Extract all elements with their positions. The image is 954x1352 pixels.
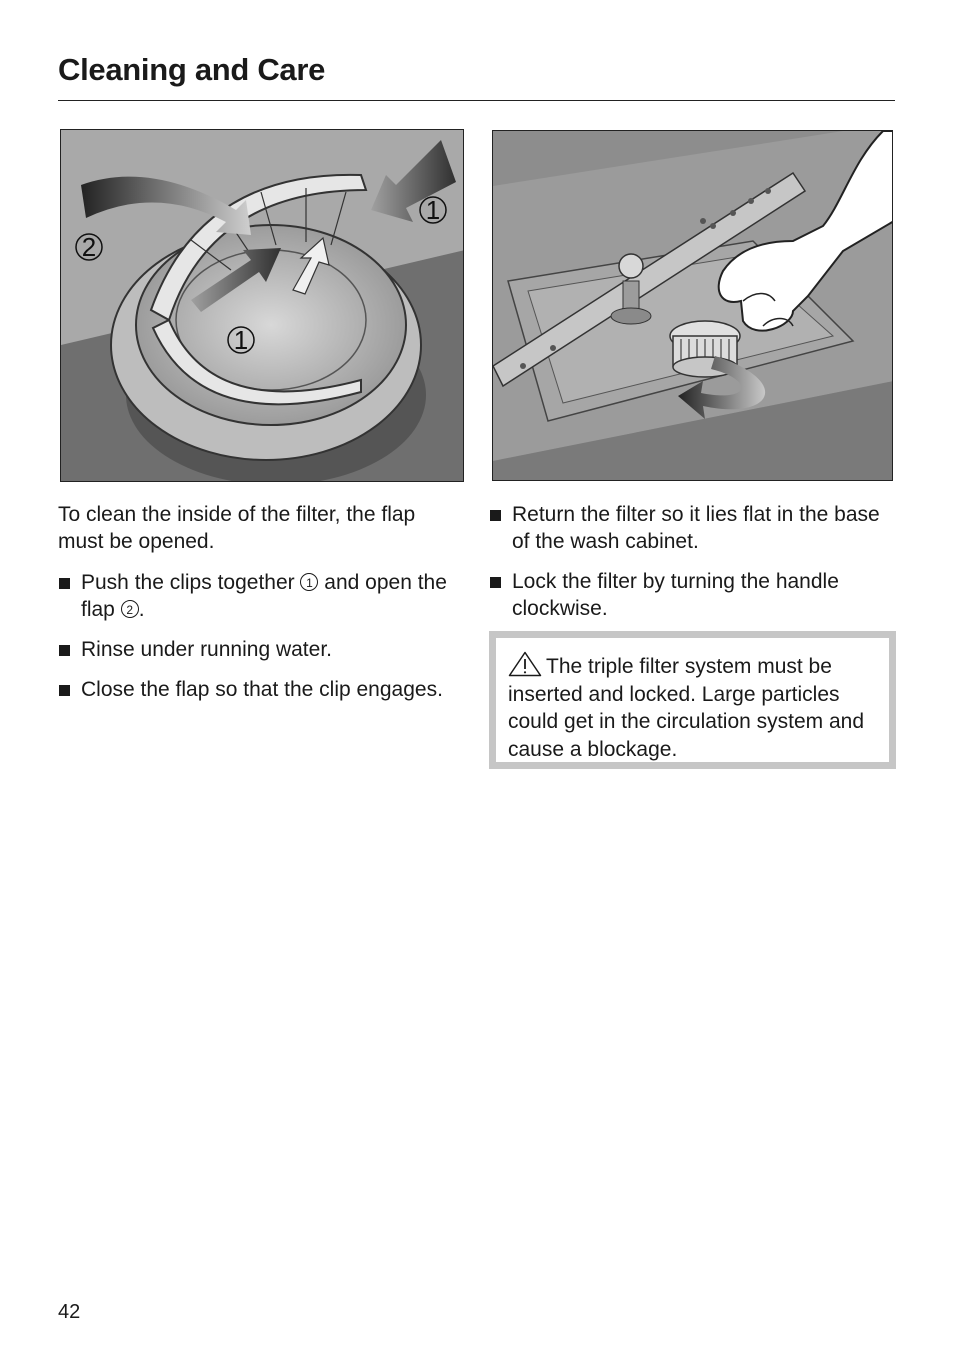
circled-number-1-icon: 1: [300, 573, 318, 591]
page-number: 42: [58, 1301, 81, 1323]
callout-2: 2: [81, 232, 97, 262]
callout-1-bottom: 1: [233, 325, 249, 355]
bullet-return-filter: [489, 501, 895, 555]
bullet-text: Rinse under running water.: [81, 638, 332, 661]
bullet-text: and open the flap: [81, 571, 447, 621]
bullet-square-icon: [59, 645, 70, 656]
bullet-lock-filter: [489, 568, 895, 622]
warning-box: [489, 631, 896, 769]
title-divider: [58, 100, 895, 101]
warning-text: The triple filter system must be inserted and locked. Large particles could get in the circulation system and cause a blockage.: [508, 655, 865, 761]
bullet-square-icon: [490, 577, 501, 588]
bullet-text: Lock the filter by turning the handle clockwise.: [512, 570, 839, 620]
page-title: Cleaning and Care: [58, 52, 326, 87]
bullet-text: .: [138, 598, 145, 621]
warning-triangle-icon: [508, 651, 542, 677]
filter-flap-illustration: [60, 129, 464, 482]
right-text-column: [489, 501, 895, 635]
bullet-text: Push the clips together: [81, 571, 301, 594]
intro-paragraph: To clean the inside of the filter, the flap must be opened.: [58, 503, 416, 553]
callout-1-top: 1: [425, 195, 441, 225]
left-text-column: [58, 501, 458, 716]
bullet-rinse: [58, 636, 458, 663]
circled-number-2-icon: 2: [121, 600, 139, 618]
bullet-close-flap: [58, 676, 458, 703]
bullet-push-clips: [58, 569, 458, 623]
bullet-square-icon: [59, 578, 70, 589]
bullet-text: Return the filter so it lies flat in the base of the wash cabinet.: [512, 503, 880, 553]
bullet-square-icon: [490, 510, 501, 521]
bullet-text: Close the flap so that the clip engages.: [81, 678, 443, 701]
filter-lock-illustration: [492, 130, 893, 481]
bullet-square-icon: [59, 685, 70, 696]
